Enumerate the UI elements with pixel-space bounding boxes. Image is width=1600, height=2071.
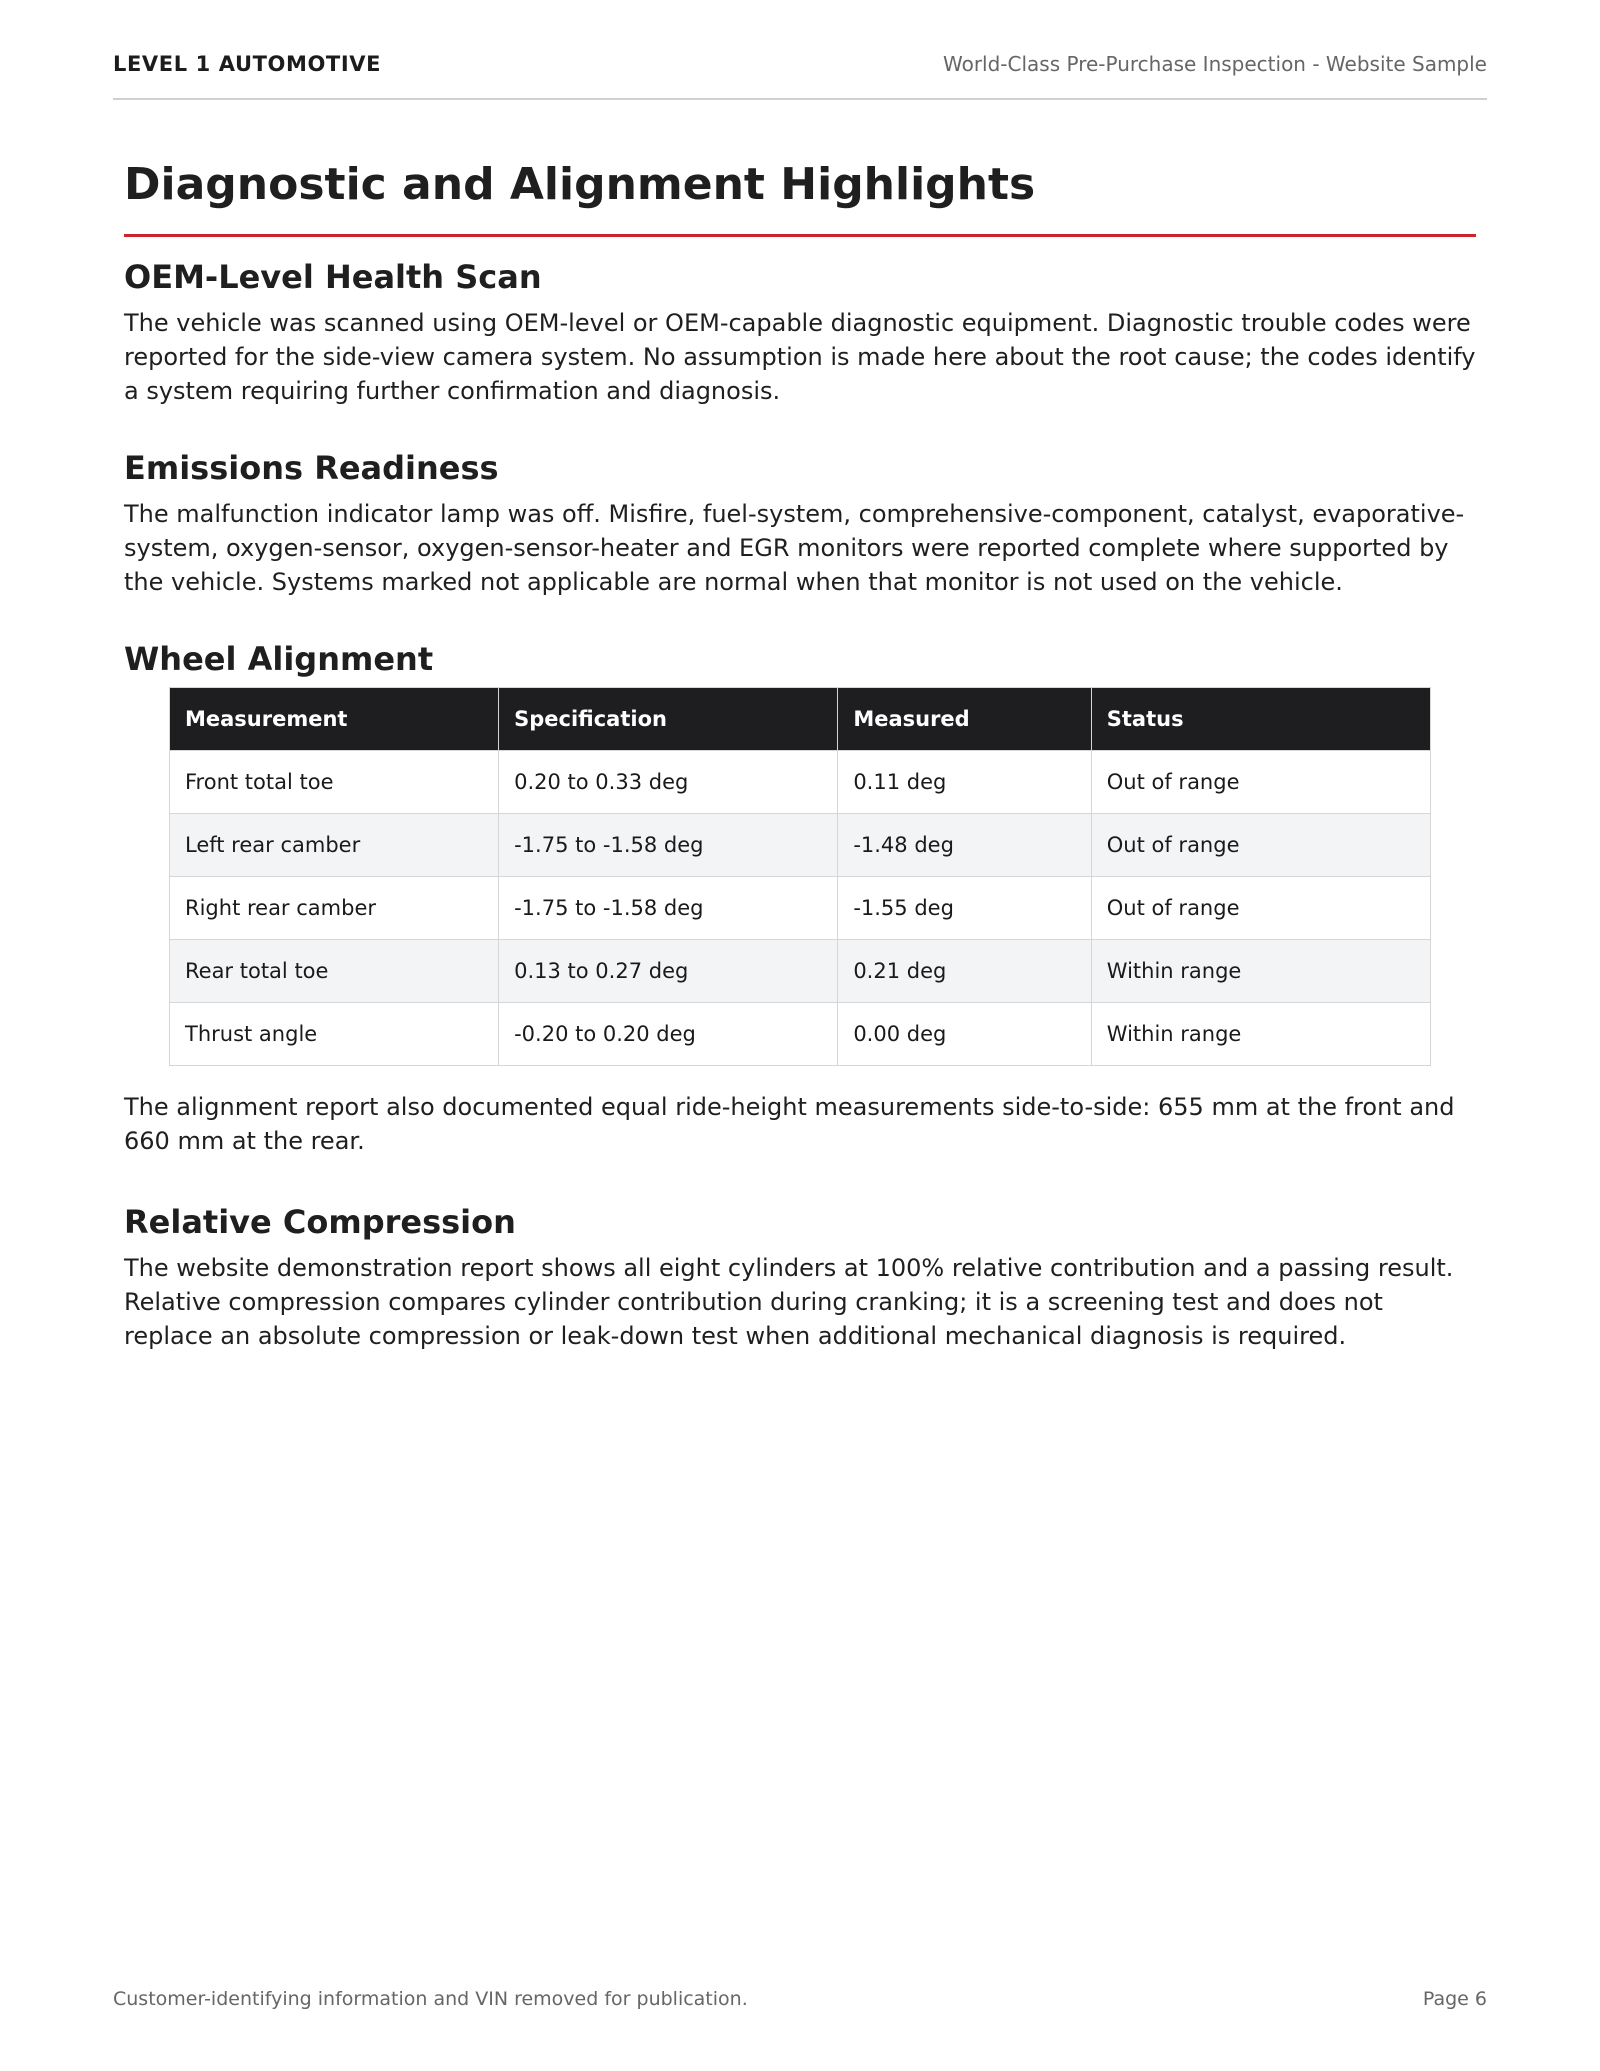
alignment-table	[169, 687, 1431, 1066]
footer-disclaimer: Customer-identifying information and VIN removed for publication.	[113, 1988, 748, 2010]
status-cell: Within range	[1091, 940, 1430, 1003]
measurement-cell: Thrust angle	[170, 1003, 499, 1066]
compression-heading: Relative Compression	[124, 1203, 516, 1241]
column-header-status: Status	[1091, 688, 1430, 751]
column-header-measurement: Measurement	[170, 688, 499, 751]
page-number: Page 6	[1422, 1988, 1487, 2010]
column-header-specification: Specification	[499, 688, 838, 751]
status-cell: Within range	[1091, 1003, 1430, 1066]
alignment-table-wrapper	[169, 687, 1431, 1066]
table-row	[170, 877, 1431, 940]
compression-body: The website demonstration report shows all eight cylinders at 100% relative contribution and a passing result. Relative compression compares cylinder contribution during cranking; it is a screening test and does not replace an absolute compression or leak-down test when additional mechanical diagnosis is required.	[124, 1254, 1454, 1350]
table-row	[170, 751, 1431, 814]
measurement-cell: Right rear camber	[170, 877, 499, 940]
document-title: World-Class Pre-Purchase Inspection - Website Sample	[942, 52, 1487, 76]
column-header-measured: Measured	[838, 688, 1091, 751]
specification-cell: 0.20 to 0.33 deg	[499, 751, 838, 814]
status-cell: Out of range	[1091, 814, 1430, 877]
measurement-cell: Left rear camber	[170, 814, 499, 877]
table-row	[170, 940, 1431, 1003]
status-cell: Out of range	[1091, 877, 1430, 940]
measured-cell: 0.00 deg	[838, 1003, 1091, 1066]
page-header	[113, 50, 1487, 100]
table-header-row	[170, 688, 1431, 751]
measured-cell: -1.55 deg	[838, 877, 1091, 940]
page-footer	[113, 1988, 1487, 2010]
emissions-heading: Emissions Readiness	[124, 449, 499, 487]
alignment-heading: Wheel Alignment	[124, 640, 434, 678]
emissions-body: The malfunction indicator lamp was off. Misfire, fuel-system, comprehensive-component, catalyst, evaporative-system, oxygen-sensor, oxygen-sensor-heater and EGR monitors were reported complete where supported by the vehicle. Systems marked not applicable are normal when that monitor is not used on the vehicle.	[124, 500, 1465, 596]
status-cell: Out of range	[1091, 751, 1430, 814]
specification-cell: -1.75 to -1.58 deg	[499, 877, 838, 940]
measurement-cell: Rear total toe	[170, 940, 499, 1003]
measured-cell: 0.21 deg	[838, 940, 1091, 1003]
specification-cell: 0.13 to 0.27 deg	[499, 940, 838, 1003]
health-scan-body: The vehicle was scanned using OEM-level or OEM-capable diagnostic equipment. Diagnostic trouble codes were reported for the side-view camera system. No assumption is made here about the root cause; the codes identify a system requiring further confirmation and diagnosis.	[124, 309, 1476, 405]
measured-cell: 0.11 deg	[838, 751, 1091, 814]
specification-cell: -1.75 to -1.58 deg	[499, 814, 838, 877]
specification-cell: -0.20 to 0.20 deg	[499, 1003, 838, 1066]
table-row	[170, 814, 1431, 877]
measurement-cell: Front total toe	[170, 751, 499, 814]
page-title: Diagnostic and Alignment Highlights	[124, 158, 1476, 237]
alignment-note: The alignment report also documented equal ride-height measurements side-to-side: 655 mm at the front and 660 mm at the rear.	[124, 1093, 1455, 1155]
brand-name: LEVEL 1 AUTOMOTIVE	[113, 52, 382, 76]
health-scan-heading: OEM-Level Health Scan	[124, 258, 542, 296]
measured-cell: -1.48 deg	[838, 814, 1091, 877]
page-content	[124, 158, 1476, 1353]
table-row	[170, 1003, 1431, 1066]
